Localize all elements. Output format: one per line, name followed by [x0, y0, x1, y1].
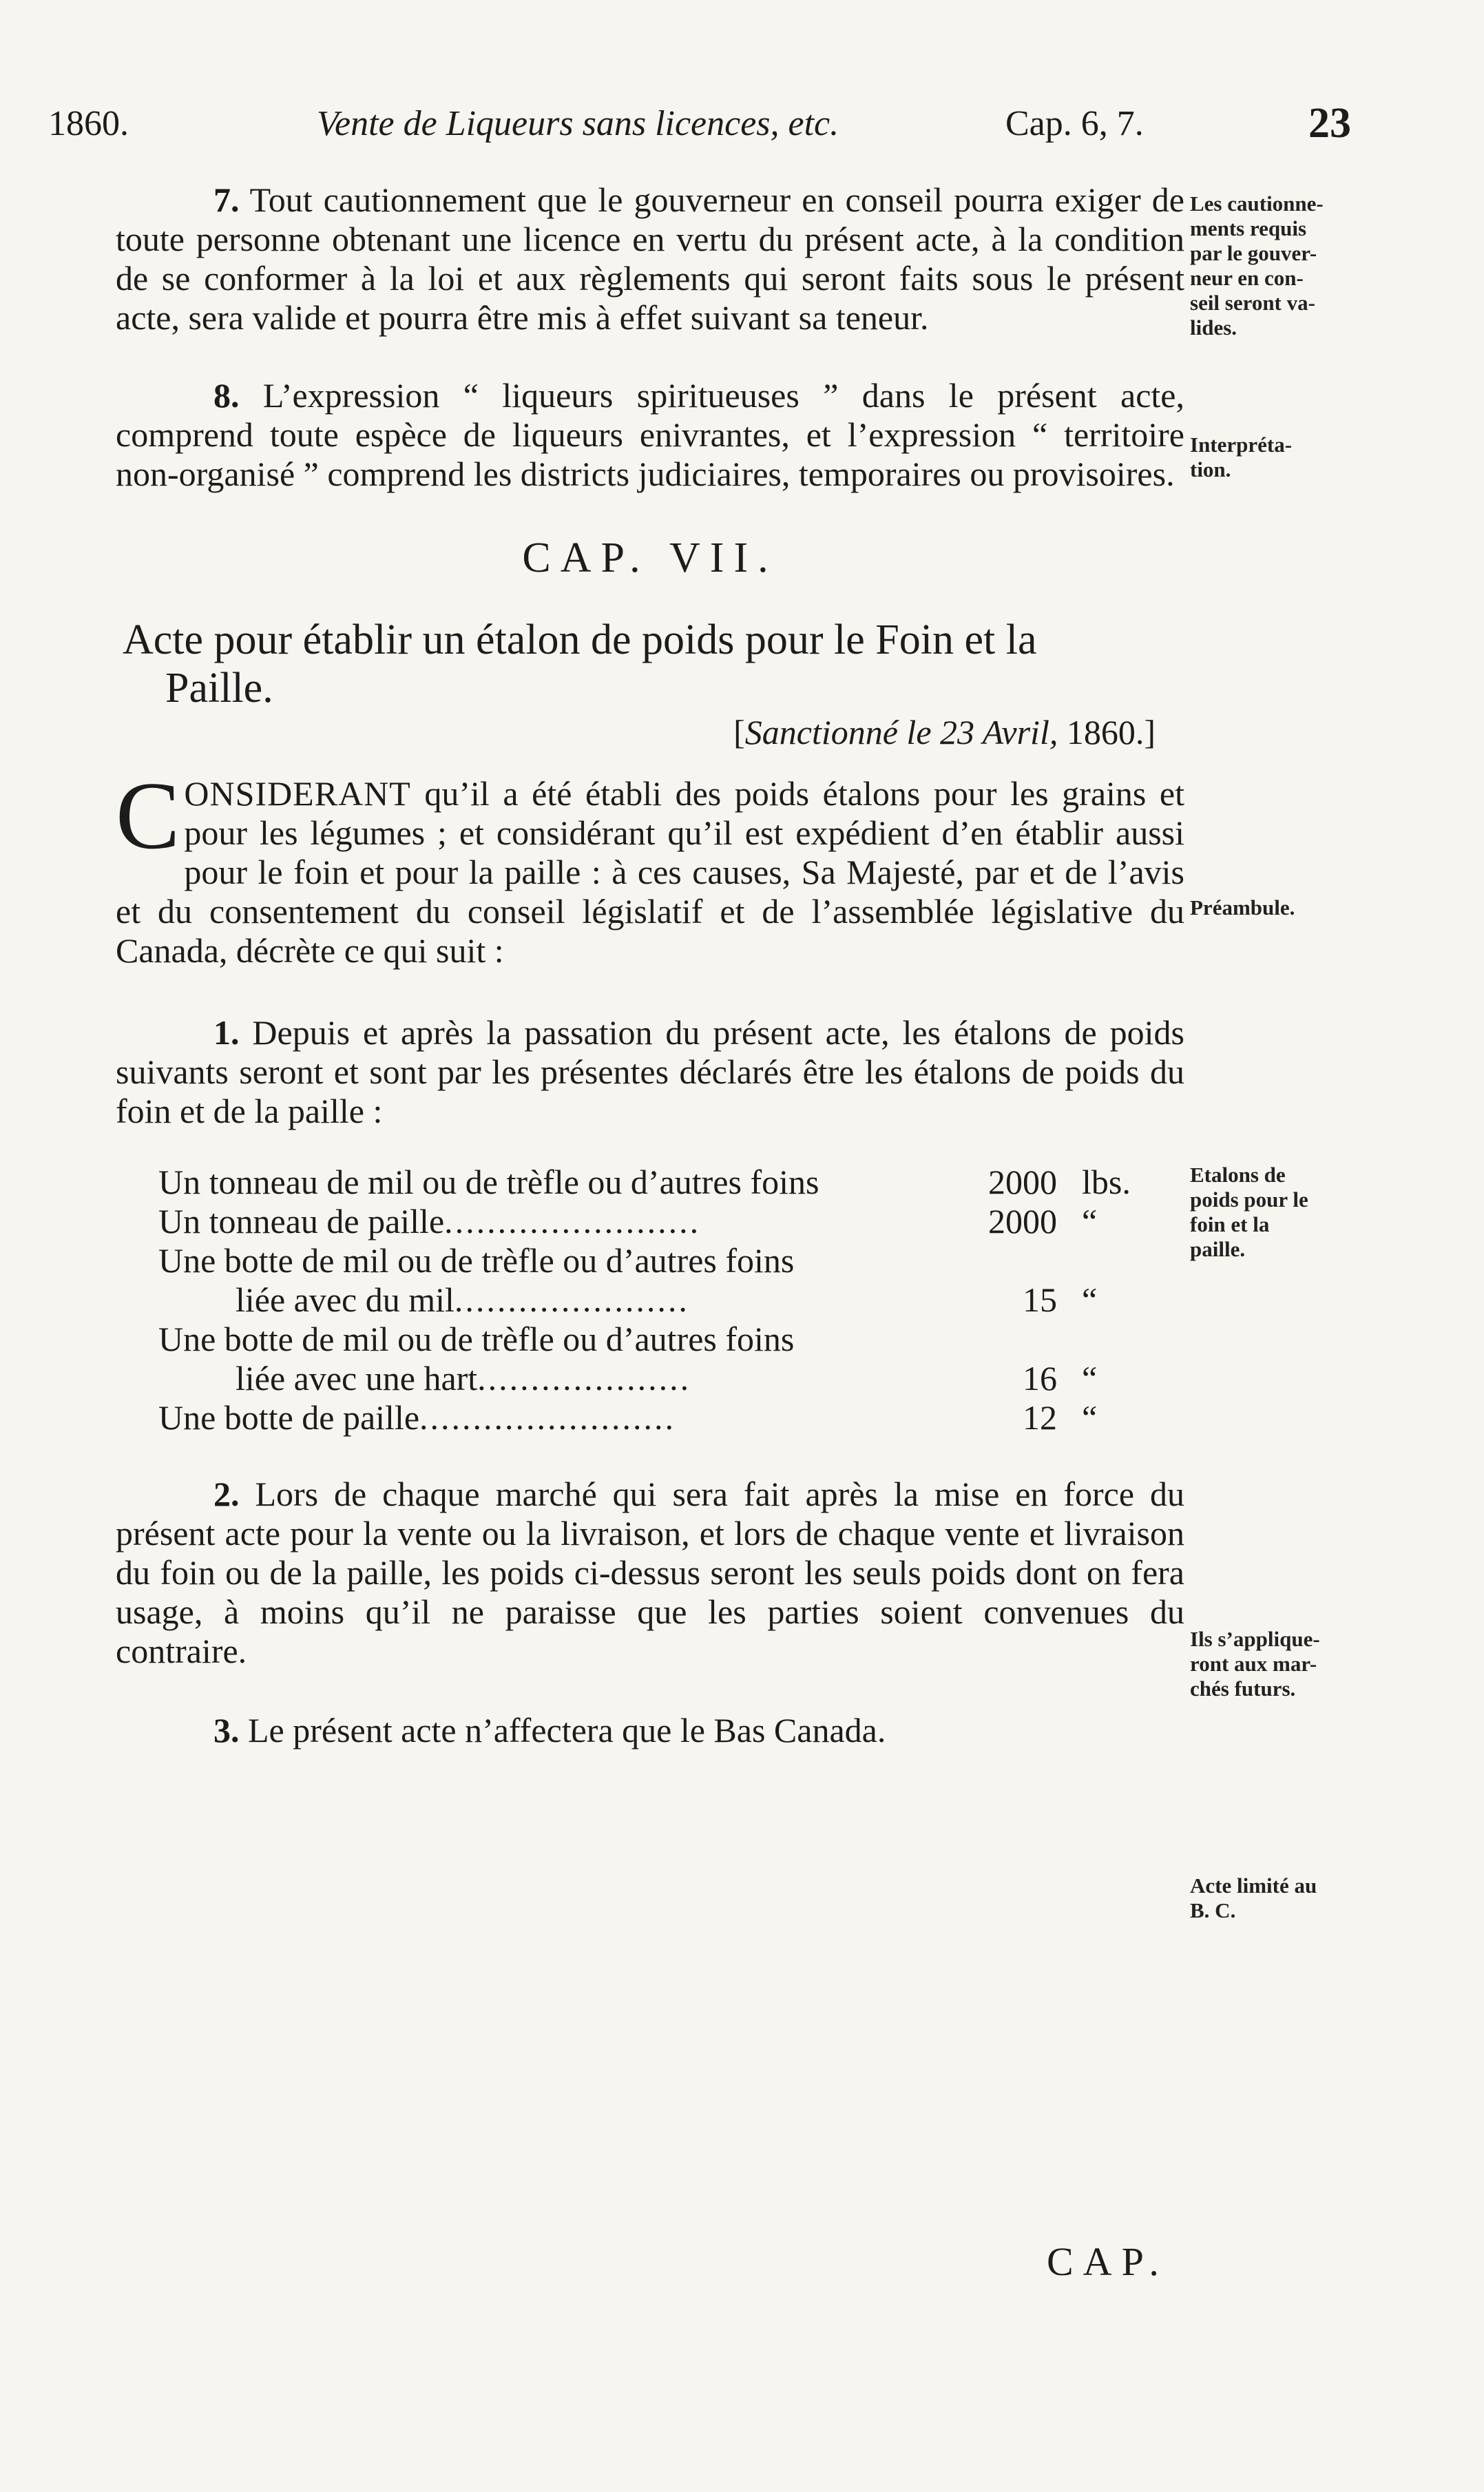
section-text: Tout cautionnement que le gouverneur en conseil pourra exiger de toute personne obtenant une licence en vertu du présent acte, à la condition de se conformer à la loi et aux règlements qui seront faits sous le présent acte, sera valide et pourra être mis à effet suivant sa teneur.: [116, 180, 1184, 337]
dot-leader: ........................: [419, 1398, 676, 1437]
chapter-heading: CAP. VII.: [522, 534, 778, 581]
margin-note-line: Ils s’applique-: [1190, 1627, 1320, 1651]
margin-note-line: Acte limité au: [1190, 1873, 1317, 1898]
item-text: Un tonneau de mil ou de trèfle ou d’autres foins: [158, 1163, 819, 1201]
margin-note-line: Les cautionne-: [1190, 191, 1324, 216]
margin-note-line: ments requis: [1190, 216, 1307, 240]
section-text: L’expression “ liqueurs spiritueuses ” dans le présent acte, comprend toute espèce de liqueurs enivrantes, et l’expression “ territoire non-organisé ” comprend les districts judiciaires, temporaires ou provisoires.: [116, 376, 1185, 493]
table-row: [158, 1202, 1164, 1241]
section-number: 8.: [213, 376, 240, 415]
item-text-continued: liée avec du mil: [236, 1280, 454, 1319]
weights-table: [158, 1163, 1164, 1437]
weight-quantity: 2000: [988, 1163, 1057, 1201]
table-row: [158, 1398, 1164, 1437]
header-year: 1860.: [48, 104, 129, 143]
section-number: 7.: [213, 180, 240, 219]
table-row: [158, 1163, 1164, 1202]
act-title-line: Acte pour établir un étalon de poids pour le Foin et la: [123, 616, 1037, 663]
section-text: Lors de chaque marché qui sera fait après la mise en force du présent acte pour la vente ou la livraison, et lors de chaque vente et livraison du foin ou de la paille, les poids ci-dessus seront les seuls poids dont on fera usage, à moins qu’il ne paraisse que les parties soient convenues du contraire.: [116, 1475, 1184, 1670]
weight-item: [158, 1320, 954, 1398]
page-number: 23: [1308, 100, 1351, 147]
margin-note-section-2: [1190, 1627, 1397, 1701]
margin-note-line: chés futurs.: [1190, 1676, 1296, 1701]
section-7: [116, 180, 1184, 338]
drop-cap: C: [116, 762, 180, 869]
section-1: [116, 1013, 1184, 1131]
section-8: [116, 376, 1184, 494]
preamble: [116, 762, 1184, 970]
margin-note-line: Interpréta-: [1190, 433, 1293, 457]
section-number: 1.: [213, 1013, 240, 1052]
margin-note-line: Etalons de: [1190, 1163, 1286, 1187]
dot-leader: ....................: [477, 1359, 691, 1398]
main-text: [116, 180, 1184, 1750]
item-text: Une botte de mil ou de trèfle ou d’autres foins: [158, 1241, 795, 1280]
preamble-lead: ONSIDERANT: [184, 774, 411, 813]
weight-quantity: 16: [1023, 1359, 1057, 1398]
act-title-line: Paille.: [165, 665, 273, 712]
section-3: [116, 1711, 1184, 1750]
weight-quantity: 2000: [988, 1202, 1057, 1240]
weight-unit: “: [1082, 1398, 1098, 1437]
weight-item: [158, 1202, 954, 1241]
section-2: [116, 1475, 1184, 1671]
weight-quantity: 12: [1023, 1398, 1057, 1437]
weight-item: [158, 1163, 954, 1202]
weight-item: [158, 1398, 954, 1437]
margin-note-preamble: [1190, 895, 1397, 920]
margin-note-line: tion.: [1190, 457, 1231, 481]
weight-quantity: 15: [1023, 1280, 1057, 1319]
weight-unit: “: [1082, 1202, 1098, 1240]
running-header: [48, 100, 1391, 152]
preamble-text: qu’il a été établi des poids étalons pour les grains et pour les légumes ; et considérant qu’il est expédient d’en établir aussi pour le foin et pour la paille : à ces causes, Sa Majesté, par et de l’avis et du consentement du conseil législatif et de l’assemblée législative du Canada, décrète ce qui suit :: [116, 774, 1184, 970]
item-text-continued: liée avec une hart: [236, 1359, 478, 1398]
margin-note-line: Préambule.: [1190, 895, 1295, 920]
section-number: 3.: [213, 1711, 240, 1749]
running-title: Vente de Liqueurs sans licences, etc.: [317, 104, 839, 143]
section-number: 2.: [213, 1475, 240, 1513]
table-row: [158, 1320, 1164, 1398]
margin-note-line: ront aux mar-: [1190, 1652, 1317, 1676]
margin-note-section-1: [1190, 1163, 1397, 1262]
dot-leader: ........................: [444, 1202, 701, 1240]
dot-leader: ......................: [454, 1280, 689, 1319]
margin-note-line: foin et la: [1190, 1212, 1270, 1236]
margin-note-section-3: [1190, 1873, 1397, 1923]
margin-note-line: paille.: [1190, 1237, 1246, 1261]
sanction-year: 1860.]: [1058, 713, 1156, 751]
item-text: Une botte de paille: [158, 1398, 420, 1437]
weight-item: [158, 1241, 954, 1320]
margin-note-line: par le gouver-: [1190, 241, 1317, 265]
margin-note-line: B. C.: [1190, 1898, 1236, 1922]
weight-unit: “: [1082, 1280, 1098, 1319]
item-text: Une botte de mil ou de trèfle ou d’autres foins: [158, 1320, 795, 1358]
margin-note-section-8: [1190, 433, 1397, 482]
section-text: Depuis et après la passation du présent acte, les étalons de poids suivants seront et sont par les présentes déclarés être les étalons de poids du foin et de la paille :: [116, 1013, 1184, 1130]
sanction-date: [116, 712, 1184, 752]
weight-unit: lbs.: [1082, 1163, 1131, 1201]
act-title: [116, 616, 1184, 712]
margin-note-line: lides.: [1190, 315, 1237, 340]
chapter-reference: Cap. 6, 7.: [1005, 104, 1144, 143]
margin-note-line: neur en con-: [1190, 266, 1304, 290]
sanction-bracket: [: [733, 713, 745, 751]
margin-note-line: seil seront va-: [1190, 291, 1315, 315]
catchword: CAP.: [1047, 2239, 1169, 2284]
weight-unit: “: [1082, 1359, 1098, 1398]
margin-note-section-7: [1190, 191, 1397, 340]
margin-note-line: poids pour le: [1190, 1187, 1308, 1212]
table-row: [158, 1241, 1164, 1320]
item-text: Un tonneau de paille: [158, 1202, 445, 1240]
sanction-text: Sanctionné le 23 Avril,: [744, 713, 1058, 751]
section-text: Le présent acte n’affectera que le Bas Canada.: [248, 1711, 886, 1749]
